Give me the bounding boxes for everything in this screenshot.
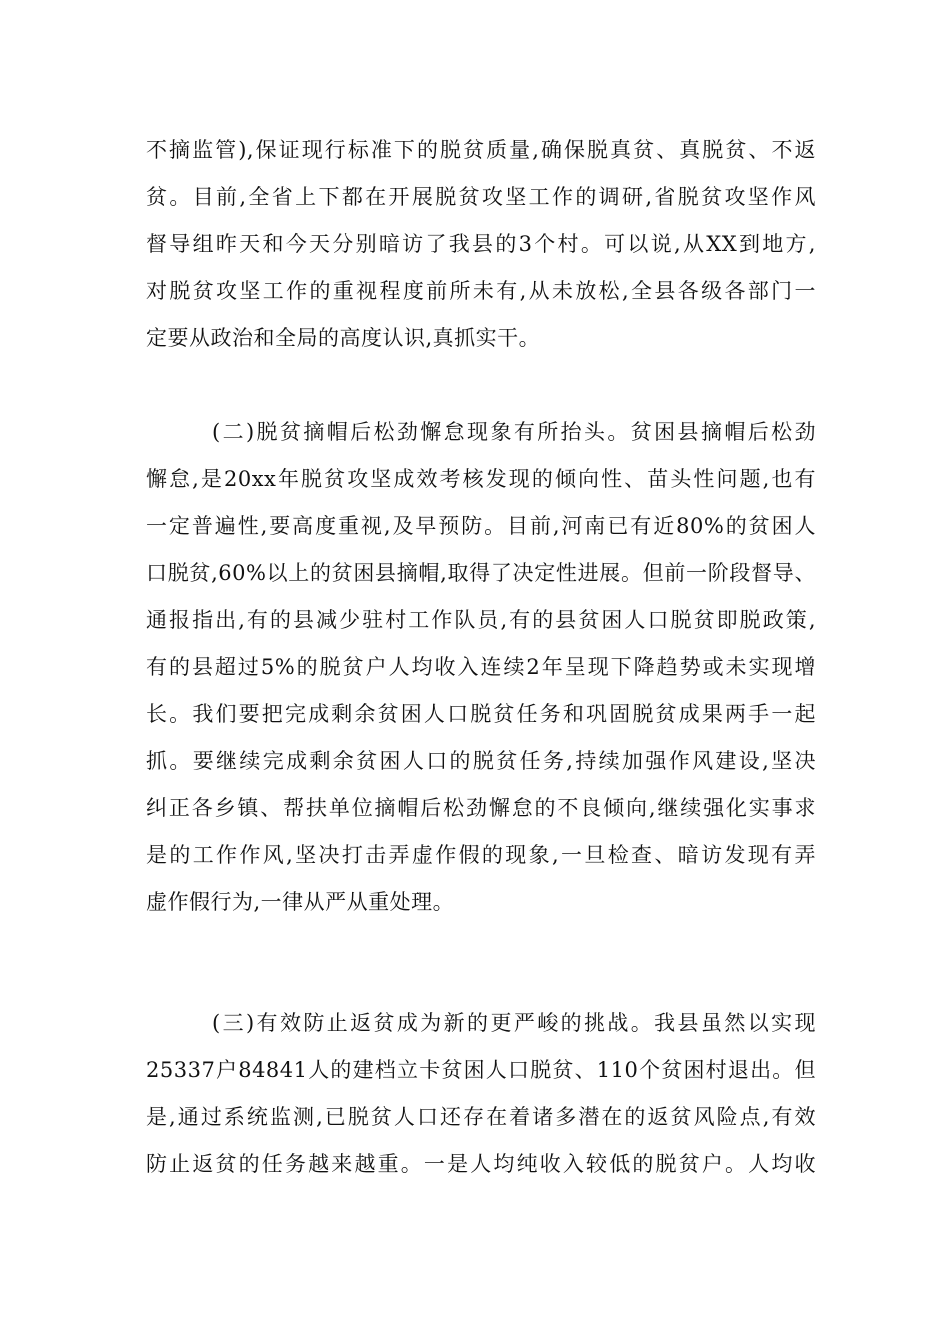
text-line: 对脱贫攻坚工作的重视程度前所未有,从未放松,全县各级各部门一 (146, 279, 816, 303)
paragraph-2 (146, 409, 816, 926)
text-line: 是的工作作风,坚决打击弄虚作假的现象,一旦检查、暗访发现有弄 (146, 843, 816, 867)
paragraph-3 (146, 1000, 816, 1188)
text-line: (二)脱贫摘帽后松劲懈怠现象有所抬头。贫困县摘帽后松劲 (212, 420, 816, 444)
text-line: (三)有效防止返贫成为新的更严峻的挑战。我县虽然以实现 (212, 1011, 816, 1035)
text-line: 督导组昨天和今天分别暗访了我县的3个村。可以说,从XX到地方, (146, 232, 816, 256)
text-line: 通报指出,有的县减少驻村工作队员,有的县贫困人口脱贫即脱政策, (146, 608, 816, 632)
text-line: 25337户84841人的建档立卡贫困人口脱贫、110个贫困村退出。但 (146, 1058, 816, 1082)
paragraph-1 (146, 127, 816, 362)
text-line: 有的县超过5%的脱贫户人均收入连续2年呈现下降趋势或未实现增 (146, 655, 816, 679)
text-line: 抓。要继续完成剩余贫困人口的脱贫任务,持续加强作风建设,坚决 (146, 749, 816, 773)
text-line: 防止返贫的任务越来越重。一是人均纯收入较低的脱贫户。人均收 (146, 1152, 816, 1176)
text-line: 口脱贫,60%以上的贫困县摘帽,取得了决定性进展。但前一阶段督导、 (146, 561, 816, 585)
text-line: 是,通过系统监测,已脱贫人口还存在着诸多潜在的返贫风险点,有效 (146, 1105, 816, 1129)
text-line: 不摘监管),保证现行标准下的脱贫质量,确保脱真贫、真脱贫、不返 (146, 138, 816, 162)
text-line: 贫。目前,全省上下都在开展脱贫攻坚工作的调研,省脱贫攻坚作风 (146, 185, 816, 209)
text-line: 纠正各乡镇、帮扶单位摘帽后松劲懈怠的不良倾向,继续强化实事求 (146, 796, 816, 820)
text-line: 定要从政治和全局的高度认识,真抓实干。 (146, 326, 541, 350)
text-line: 懈怠,是20xx年脱贫攻坚成效考核发现的倾向性、苗头性问题,也有 (146, 467, 816, 491)
text-line: 长。我们要把完成剩余贫困人口脱贫任务和巩固脱贫成果两手一起 (146, 702, 816, 726)
text-line: 一定普遍性,要高度重视,及早预防。目前,河南已有近80%的贫困人 (146, 514, 816, 538)
text-line: 虚作假行为,一律从严从重处理。 (146, 890, 455, 914)
